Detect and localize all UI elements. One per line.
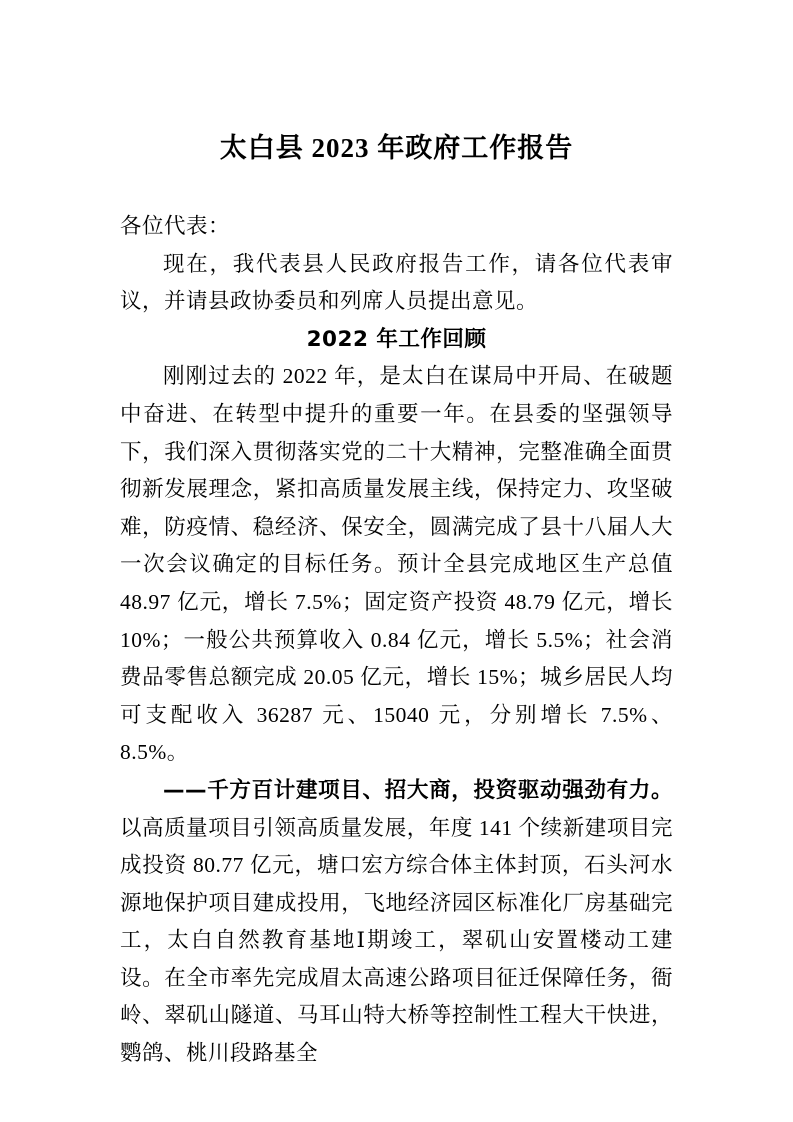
intro-paragraph: 现在，我代表县人民政府报告工作，请各位代表审议，并请县政协委员和列席人员提出意见。 (120, 251, 673, 314)
section-heading-2022-review: 2022 年工作回顾 (306, 326, 487, 352)
projects-paragraph-bold-lead: ——千方百计建项目、招大商，投资驱动强劲有力。 (163, 777, 673, 803)
projects-paragraph (120, 772, 673, 1073)
review-paragraph: 刚刚过去的 2022 年，是太白在谋局中开局、在破题中奋进、在转型中提升的重要一年。在县委的坚强领导下，我们深入贯彻落实党的二十大精神，完整准确全面贯彻新发展理念，紧扣高质量发展主线，保持定力、攻坚破难，防疫情、稳经济、保安全，圆满完成了县十八届人大一次会议确定的目标任务。预计全县完成地区生产总值 48.97 亿元，增长 7.5%；固定资产投资 48.79 亿元，增长 10%；一般公共预算收入 0.84 亿元，增长 5.5%；社会消费品零售总额完成 20.05 亿元，增长 15%；城乡居民人均可支配收入 36287 元、15040 元，分别增长 7.5%、8.5%。 (120, 364, 673, 765)
projects-paragraph-text: 以高质量项目引领高质量发展，年度 141 个续新建项目完成投资 80.77 亿元，塘口宏方综合体主体封顶，石头河水源地保护项目建成投用，飞地经济园区标准化厂房基础完工，太白自然教育基地Ⅰ期竣工，翠矶山安置楼动工建设。在全市率先完成眉太高速公路项目征迁保障任务，衙岭、翠矶山隧道、马耳山特大桥等控制性工程大干快进，鹦鸽、桃川段路基全 (120, 815, 673, 1066)
document-title: 太白县 2023 年政府工作报告 (219, 133, 574, 163)
salutation-line: 各位代表： (120, 214, 231, 238)
